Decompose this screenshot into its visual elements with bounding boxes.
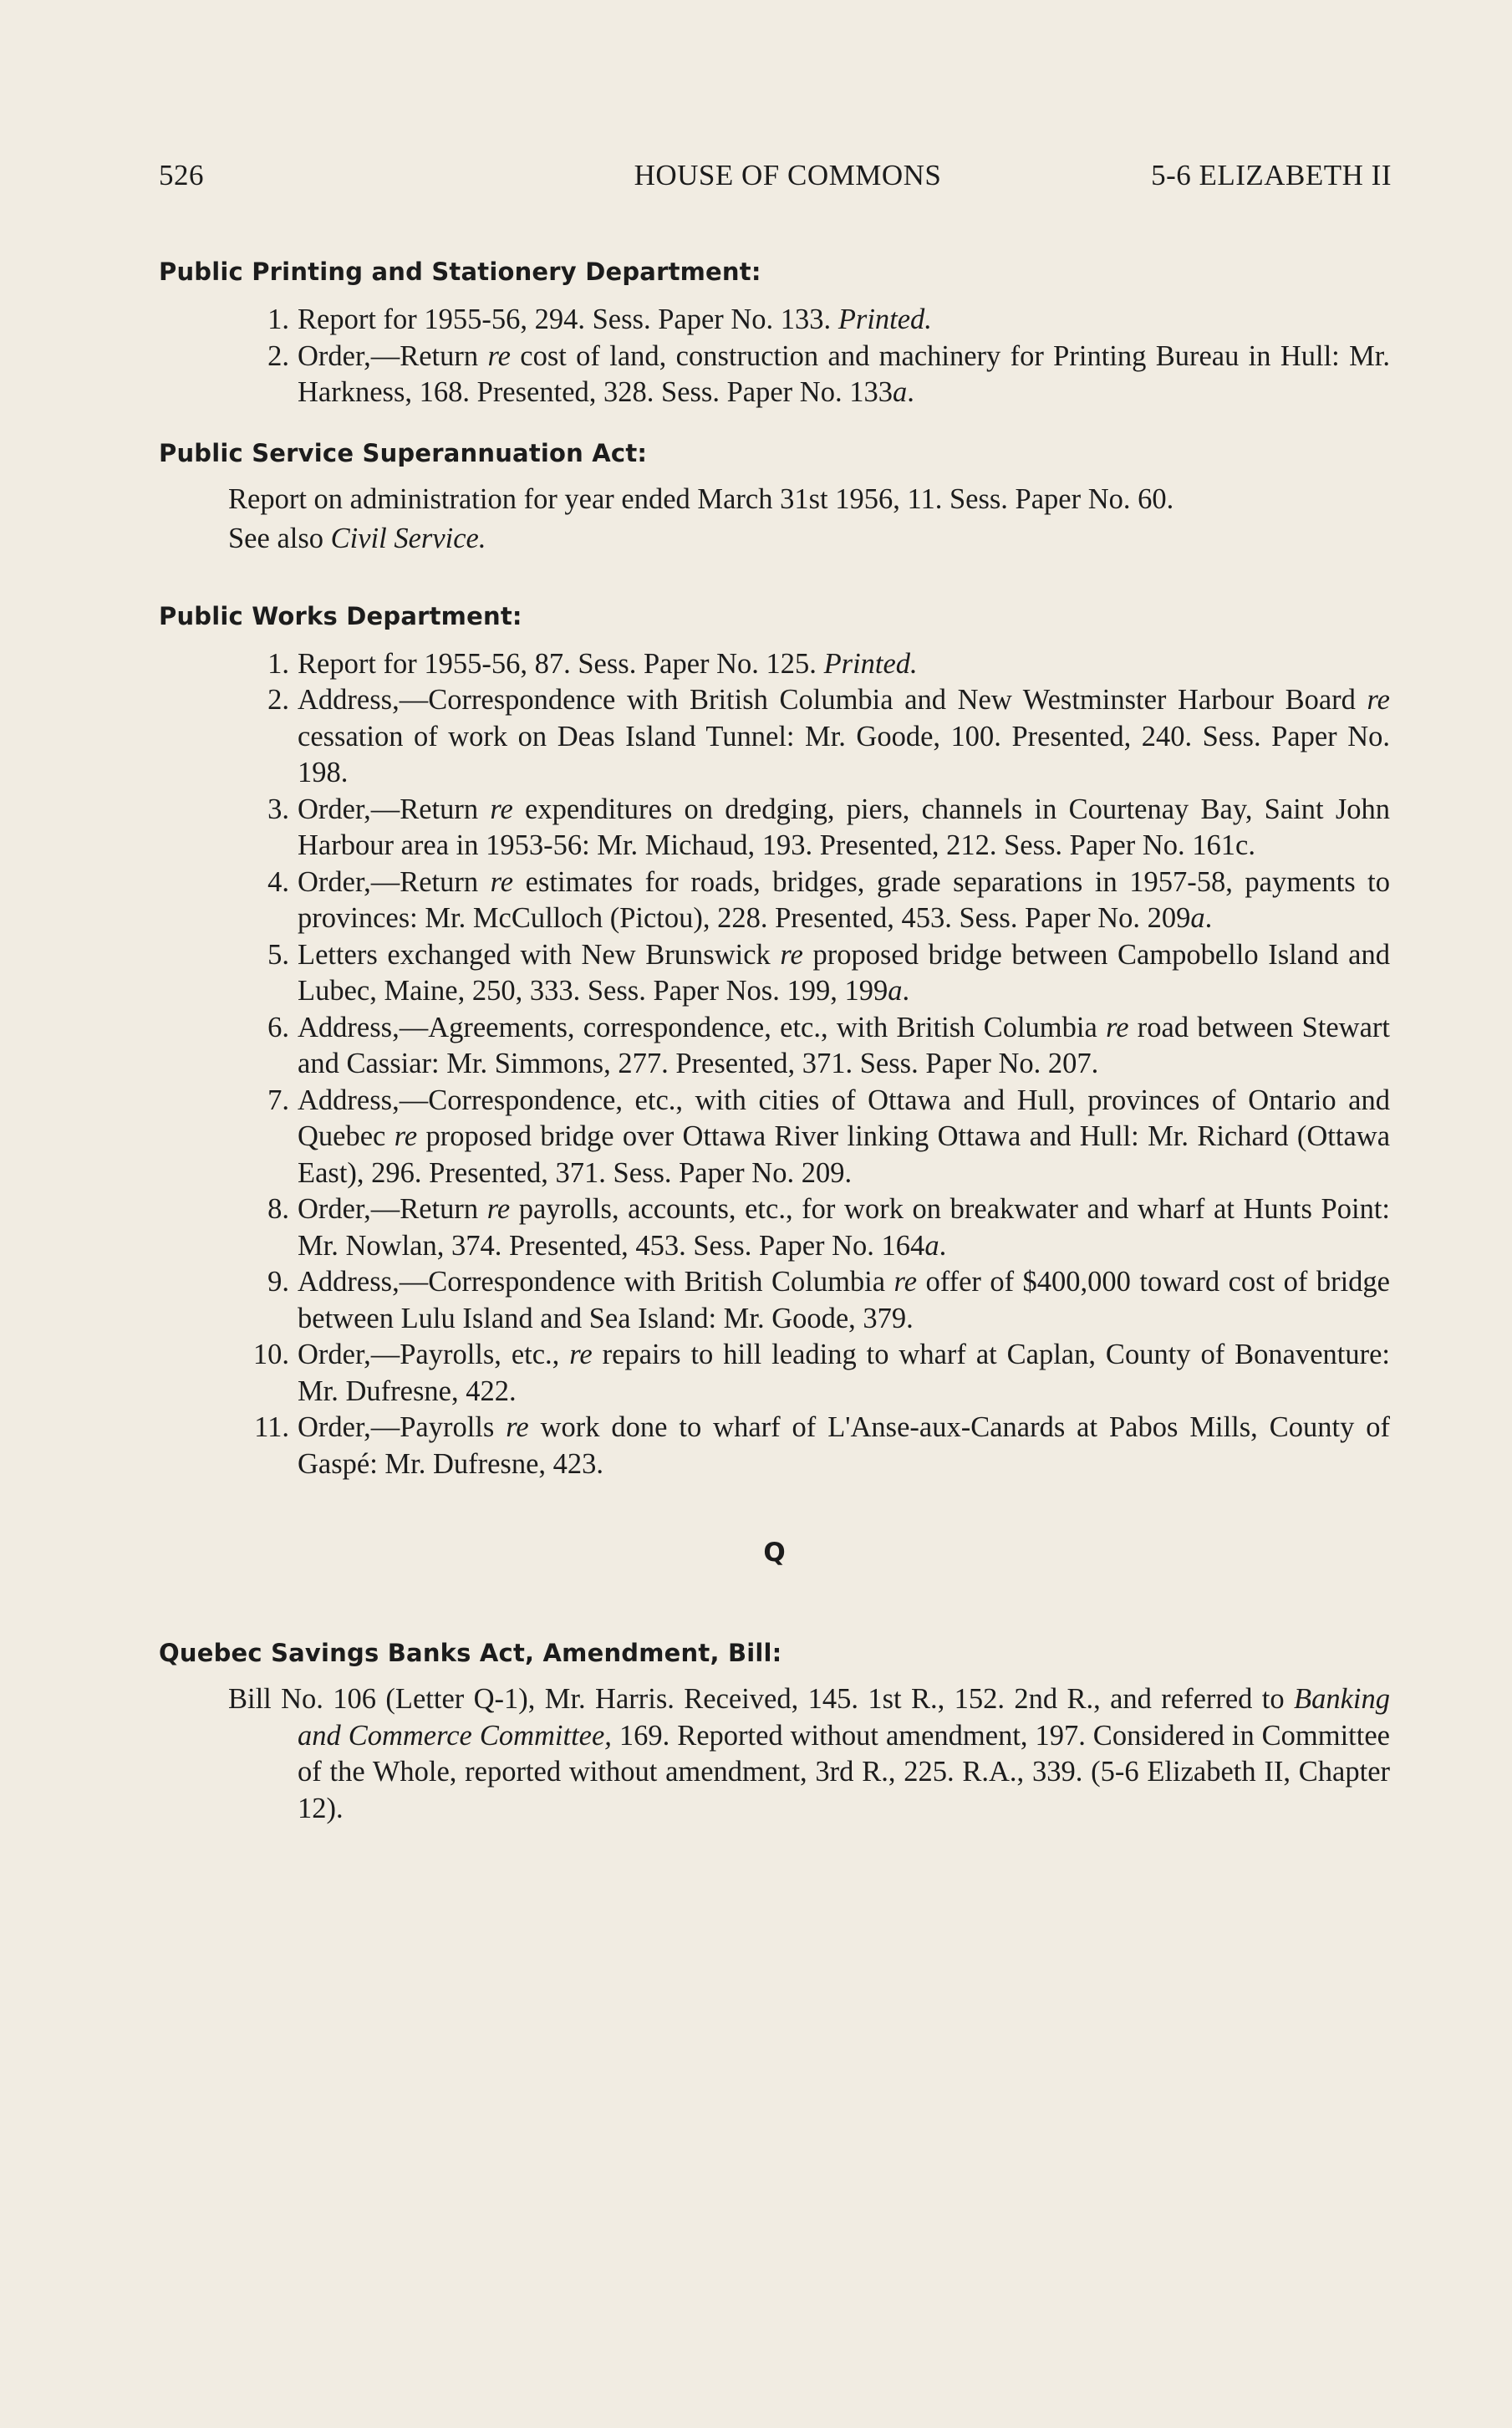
item-text: Order,—Return re estimates for roads, bridges, grade separations in 1957-58, payments to provinces: Mr. McCulloch (Pictou), 228. Presented, 453. Sess. Paper No. 209a. — [298, 865, 1390, 934]
item-text: Address,—Correspondence with British Columbia and New Westminster Harbour Board re cessation of work on Deas Island Tunnel: Mr. Goode, 100. Presented, 240. Sess. Paper No. 198. — [298, 684, 1390, 788]
item-number: 2. — [267, 339, 289, 372]
item-number: 1. — [267, 304, 289, 335]
item-number: 10. — [252, 1339, 289, 1370]
running-head — [159, 159, 1392, 201]
list-item — [159, 937, 1390, 1010]
item-text: Report for 1955-56, 294. Sess. Paper No. 133. Printed. — [298, 304, 932, 335]
list-item — [159, 646, 1390, 683]
section-heading: Quebec Savings Banks Act, Amendment, Bill: — [159, 1639, 782, 1667]
section-quebec-savings — [159, 1636, 1390, 1827]
list-item — [159, 1083, 1390, 1192]
session-label: 5-6 ELIZABETH II — [1151, 159, 1392, 191]
list-item — [159, 682, 1390, 792]
section-public-works — [159, 599, 1390, 1483]
section-public-printing — [159, 255, 1390, 411]
item-number: 11. — [254, 1411, 289, 1443]
item-text: Address,—Correspondence with British Columbia re offer of $400,000 toward cost of bridge between Lulu Island and Sea Island: Mr. Goode, 379. — [298, 1266, 1390, 1334]
page-number: 526 — [159, 159, 204, 191]
paragraph: Bill No. 106 (Letter Q-1), Mr. Harris. Received, 145. 1st R., 152. 2nd R., and referred to Banking and Commerce Committee, 169. Reported without amendment, 197. Considered in Committee of the Whole, reported without amendment, 3rd R., 225. R.A., 339. (5-6 Elizabeth II, Chapter 12). — [228, 1683, 1390, 1824]
list-item — [159, 302, 1390, 339]
item-text: Order,—Payrolls re work done to wharf of L'Anse-aux-Canards at Pabos Mills, County of Gaspé: Mr. Dufresne, 423. — [298, 1411, 1390, 1480]
paragraph: Report on administration for year ended March 31st 1956, 11. Sess. Paper No. 60. — [228, 482, 1174, 515]
item-number: 5. — [267, 938, 289, 971]
item-text: Order,—Return re cost of land, construction and machinery for Printing Bureau in Hull: Mr. Harkness, 168. Presented, 328. Sess. Paper No. 133a. — [298, 339, 1391, 408]
section-heading: Public Service Superannuation Act: — [159, 438, 648, 467]
item-text: Address,—Correspondence, etc., with cities of Ottawa and Hull, provinces of Ontario and Quebec re proposed bridge over Ottawa River linking Ottawa and Hull: Mr. Richard (Ottawa East), 296. Presented, 371. Sess. Paper No. 209. — [298, 1084, 1391, 1189]
item-text: Order,—Payrolls, etc., re repairs to hill leading to wharf at Caplan, County of Bonaventure: Mr. Dufresne, 422. — [298, 1339, 1390, 1407]
list-item — [159, 1191, 1390, 1264]
item-number: 4. — [267, 865, 289, 898]
index-content — [159, 255, 1390, 1827]
item-text: Letters exchanged with New Brunswick re proposed bridge between Campobello Island and Lubec, Maine, 250, 333. Sess. Paper Nos. 199, 199a. — [298, 938, 1390, 1007]
see-also: See also Civil Service. — [228, 523, 486, 554]
section-heading: Public Works Department: — [159, 601, 522, 630]
item-number: 9. — [267, 1266, 289, 1298]
item-text: Order,—Return re payrolls, accounts, etc., for work on breakwater and wharf at Hunts Point: Mr. Nowlan, 374. Presented, 453. Sess. Paper No. 164a. — [298, 1193, 1390, 1262]
item-text: Order,—Return re expenditures on dredging, piers, channels in Courtenay Bay, Saint John Harbour area in 1953-56: Mr. Michaud, 193. Presented, 212. Sess. Paper No. 161c. — [298, 793, 1390, 861]
item-number: 6. — [267, 1011, 289, 1043]
list-item — [159, 1410, 1390, 1482]
item-text: Report for 1955-56, 87. Sess. Paper No. 125. Printed. — [298, 647, 918, 680]
list-item — [159, 865, 1390, 937]
item-text: Address,—Agreements, correspondence, etc., with British Columbia re road between Stewart and Cassiar: Mr. Simmons, 277. Presented, 371. Sess. Paper No. 207. — [298, 1011, 1390, 1079]
letter-divider: Q — [763, 1538, 786, 1568]
list-item — [159, 339, 1390, 411]
item-number: 1. — [267, 647, 289, 680]
section-superannuation — [159, 436, 1390, 558]
item-number: 8. — [267, 1193, 289, 1225]
item-number: 3. — [267, 793, 289, 825]
list-item — [159, 1010, 1390, 1083]
list-item — [159, 1337, 1390, 1410]
item-number: 7. — [267, 1084, 289, 1116]
item-number: 2. — [267, 684, 289, 716]
section-heading: Public Printing and Stationery Department: — [159, 258, 761, 286]
list-item — [159, 1264, 1390, 1337]
page-title: HOUSE OF COMMONS — [634, 159, 942, 191]
list-item — [159, 792, 1390, 865]
